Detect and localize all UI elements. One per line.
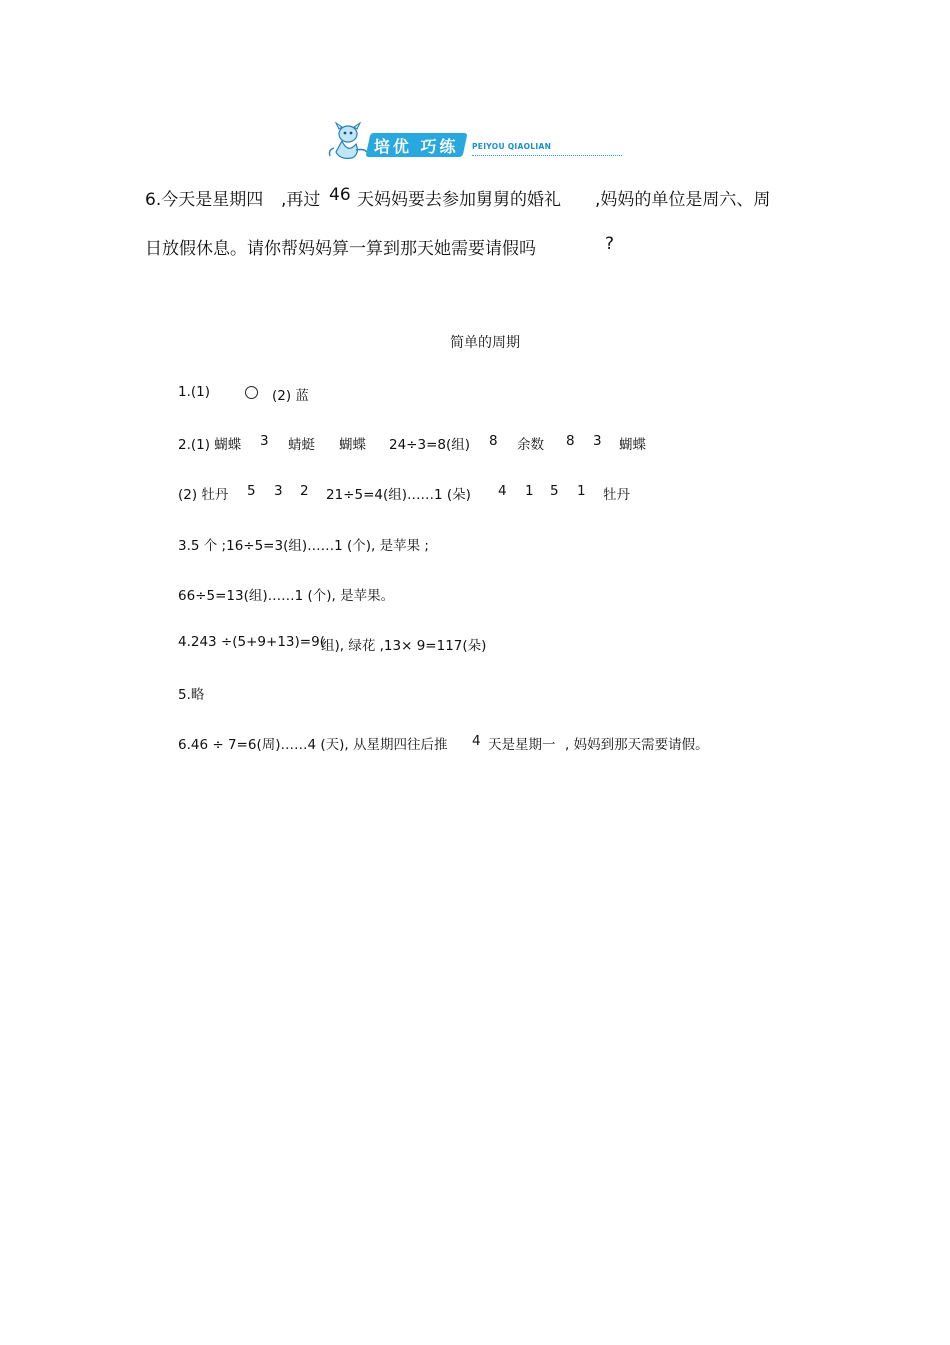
- question-text: 6.今天是星期四: [145, 190, 264, 210]
- question-text: 天妈妈要去参加舅舅的婚礼: [357, 190, 561, 210]
- circle-shape-icon: [245, 386, 258, 403]
- question-text: ,妈妈的单位是周六、周: [595, 190, 771, 210]
- question-text: ,再过: [281, 190, 321, 210]
- answer-text: 1: [577, 483, 586, 499]
- answer-text: 21÷5=4(组)……1 (朵): [326, 487, 471, 503]
- answer-text: 2.(1) 蝴蝶: [178, 437, 242, 453]
- answer-text: 余数: [517, 437, 544, 453]
- answer-text: 1.(1): [178, 384, 211, 400]
- answer-text: 24÷3=8(组): [389, 437, 471, 453]
- banner-title: 培优 巧练: [374, 136, 459, 156]
- cartoon-mascot-icon: [326, 120, 370, 162]
- answer-text: 8: [489, 433, 498, 449]
- answer-text: 蜻蜓: [288, 437, 315, 453]
- answer-3-1: 3.5 个 ;16÷5=3(组)……1 (个), 是苹果 ;: [178, 538, 429, 554]
- answer-text: 1: [525, 483, 534, 499]
- banner-subtitle: PEIYOU QIAOLIAN: [472, 142, 552, 151]
- answer-text: 5: [247, 483, 256, 499]
- answer-text: 3: [260, 433, 269, 449]
- question-number: 46: [329, 185, 351, 205]
- answer-text: , 妈妈到那天需要请假。: [565, 737, 709, 753]
- answer-text: (2) 蓝: [272, 388, 309, 404]
- answer-5: 5.略: [178, 687, 205, 703]
- banner-title-chip: [365, 133, 467, 157]
- answer-text: 4: [498, 483, 507, 499]
- answer-text: 组), 绿花 ,13× 9=117(朵): [321, 638, 487, 654]
- answer-section-title: 简单的周期: [450, 335, 520, 351]
- question-mark: ?: [605, 234, 615, 254]
- answer-text: 蝴蝶: [619, 437, 646, 453]
- answer-3-2: 66÷5=13(组)……1 (个), 是苹果。: [178, 588, 395, 604]
- answer-text: 天是星期一: [488, 737, 556, 753]
- answer-text: 2: [300, 483, 309, 499]
- question-text: 日放假休息。请你帮妈妈算一算到那天她需要请假吗: [145, 239, 536, 259]
- answer-text: (2) 牡丹: [178, 487, 229, 503]
- answer-text: 4: [472, 733, 481, 749]
- answer-text: 3: [593, 433, 602, 449]
- banner-divider: [472, 155, 622, 156]
- answer-text: 蝴蝶: [339, 437, 366, 453]
- answer-text: 8: [566, 433, 575, 449]
- answer-text: 3: [274, 483, 283, 499]
- answer-text: 牡丹: [603, 487, 630, 503]
- answer-text: 6.46 ÷ 7=6(周)……4 (天), 从星期四往后推: [178, 737, 448, 753]
- answer-text: 5: [550, 483, 559, 499]
- answer-text: 4.243 ÷(5+9+13)=9(: [178, 634, 325, 650]
- header-banner: [322, 118, 624, 164]
